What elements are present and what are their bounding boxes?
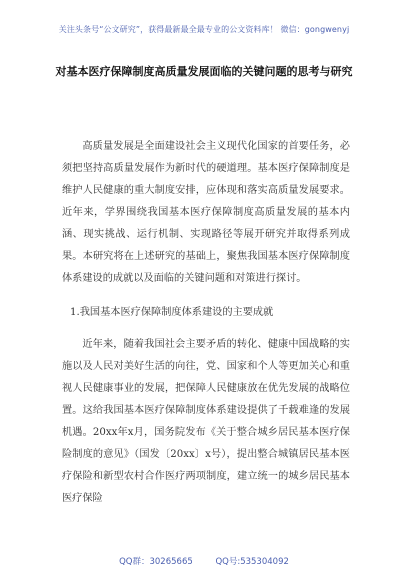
footer-qq-group: QQ群：30265665	[119, 557, 193, 567]
page-footer	[0, 555, 408, 567]
section-paragraph: 近年来，随着我国社会主要矛盾的转化、健康中国战略的实施以及人民对美好生活的向往，党、国家和个人等更加关心和重视人民健康事业的发展，把保障人民健康放在优先发展的战略位置。这给我国基本医疗保障制度体系建设提供了千载难逢的发展机遇。20xx年x月，国务院发布《关于整合城乡居民基本医疗保险制度的意见》（国发〔20xx〕x号），提出整合城镇居民基本医疗保险和新型农村合作医疗两项制度，建立统一的城乡居民基本医疗保险	[62, 339, 350, 504]
section-heading: 1.我国基本医疗保障制度体系建设的主要成就	[70, 307, 274, 318]
intro-paragraph: 高质量发展是全面建设社会主义现代化国家的首要任务，必须把坚持高质量发展作为新时代的硬道理。基本医疗保障制度是维护人民健康的重大制度安排，应体现和落实高质量发展要求。近年来，学界围绕我国基本医疗保障制度高质量发展的基本内涵、现实挑战、运行机制、实现路径等展开研究并取得系列成果。本研究将在上述研究的基础上，聚焦我国基本医疗保障制度体系建设的成就以及面临的关键问题和对策进行探讨。	[62, 141, 350, 284]
page-header-banner: 关注头条号“公文研究”，获得最新最全最专业的公文资料库！ 微信：gongwenyj	[58, 25, 350, 34]
document-title: 对基本医疗保障制度高质量发展面临的关键问题的思考与研究	[55, 65, 353, 78]
document-body	[62, 136, 350, 510]
footer-qq-number: QQ号:535304092	[215, 557, 289, 567]
